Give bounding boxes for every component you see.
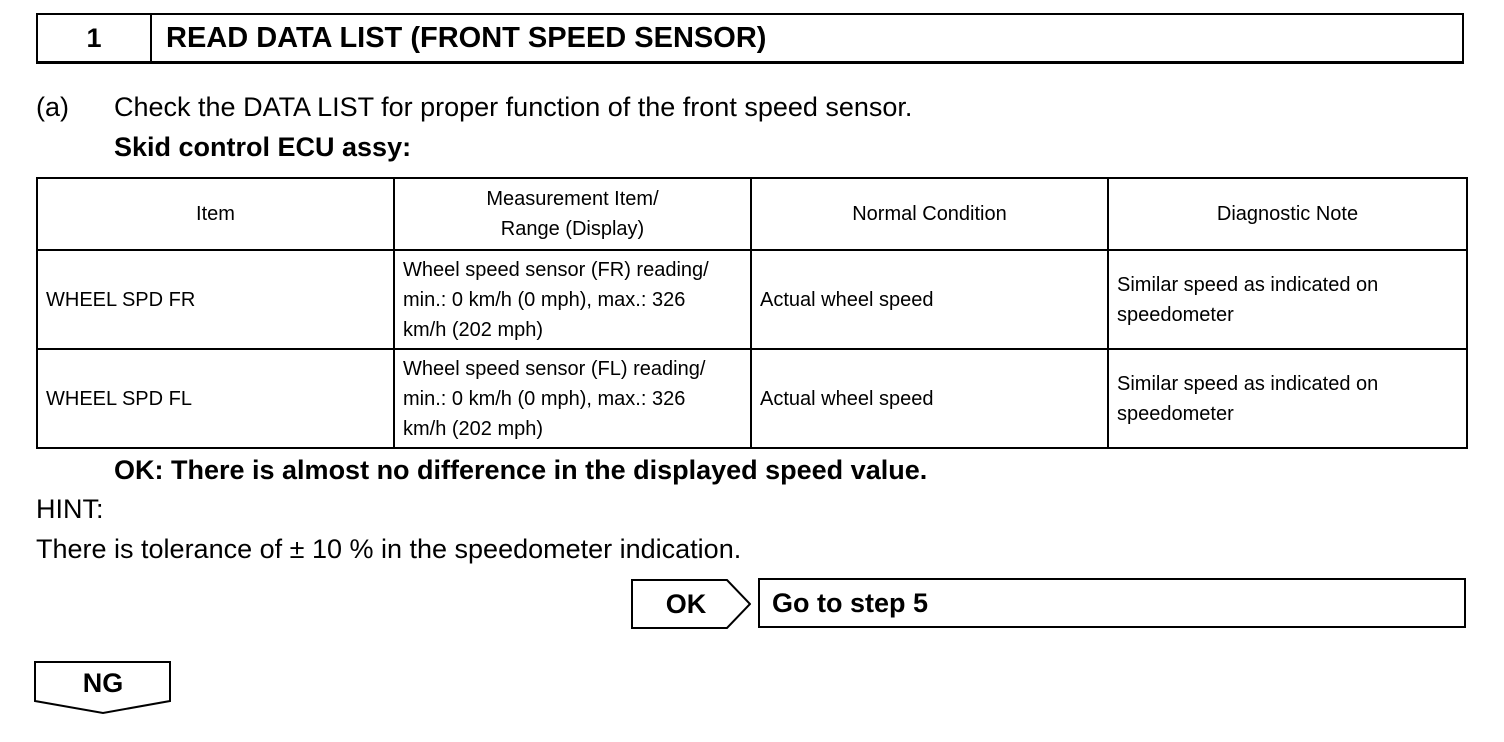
table-row xyxy=(37,349,1467,448)
cell-note-line1: Similar speed as indicated on xyxy=(1117,372,1379,395)
ok-condition-statement: OK: There is almost no difference in the displayed speed value. xyxy=(114,455,928,485)
ng-label: NG xyxy=(82,667,124,698)
cell-range-line1: Wheel speed sensor (FR) reading/ xyxy=(403,258,709,281)
cell-item: WHEEL SPD FL xyxy=(37,349,394,448)
ng-result-box xyxy=(34,661,172,715)
header-normal-condition: Normal Condition xyxy=(751,178,1108,250)
header-diagnostic-note: Diagnostic Note xyxy=(1108,178,1467,250)
cell-note-line2: speedometer xyxy=(1117,402,1234,425)
step-title: READ DATA LIST (FRONT SPEED SENSOR) xyxy=(166,21,767,54)
table-row xyxy=(37,250,1467,349)
cell-range xyxy=(394,349,751,448)
go-to-step-box: Go to step 5 xyxy=(758,578,1466,628)
ok-result-box xyxy=(631,579,751,629)
cell-range-line3: km/h (202 mph) xyxy=(403,318,544,341)
instruction-marker: (a) xyxy=(36,92,69,122)
header-measurement-line2: Range (Display) xyxy=(500,218,645,240)
cell-item: WHEEL SPD FR xyxy=(37,250,394,349)
cell-range-line2: min.: 0 km/h (0 mph), max.: 326 xyxy=(403,288,686,311)
step-number: 1 xyxy=(38,15,152,61)
ecu-subheading: Skid control ECU assy: xyxy=(114,132,412,162)
instruction-text: Check the DATA LIST for proper function of the front speed sensor. xyxy=(114,92,913,122)
data-list-table xyxy=(36,177,1468,449)
ok-label: OK xyxy=(665,588,707,619)
cell-normal-condition: Actual wheel speed xyxy=(751,349,1108,448)
hint-text: There is tolerance of ± 10 % in the speedometer indication. xyxy=(36,534,742,564)
cell-normal-condition: Actual wheel speed xyxy=(751,250,1108,349)
header-measurement-line1: Measurement Item/ xyxy=(486,188,659,210)
cell-range-line3: km/h (202 mph) xyxy=(403,417,544,440)
cell-note-line2: speedometer xyxy=(1117,303,1234,326)
cell-note-line1: Similar speed as indicated on xyxy=(1117,273,1379,296)
cell-range-line1: Wheel speed sensor (FL) reading/ xyxy=(403,357,706,380)
header-item: Item xyxy=(37,178,394,250)
step-header xyxy=(36,13,1464,64)
cell-diagnostic-note xyxy=(1108,250,1467,349)
cell-range xyxy=(394,250,751,349)
hint-label: HINT: xyxy=(36,494,104,524)
cell-range-line2: min.: 0 km/h (0 mph), max.: 326 xyxy=(403,387,686,410)
cell-diagnostic-note xyxy=(1108,349,1467,448)
header-measurement xyxy=(394,178,751,250)
table-header-row xyxy=(37,178,1467,250)
